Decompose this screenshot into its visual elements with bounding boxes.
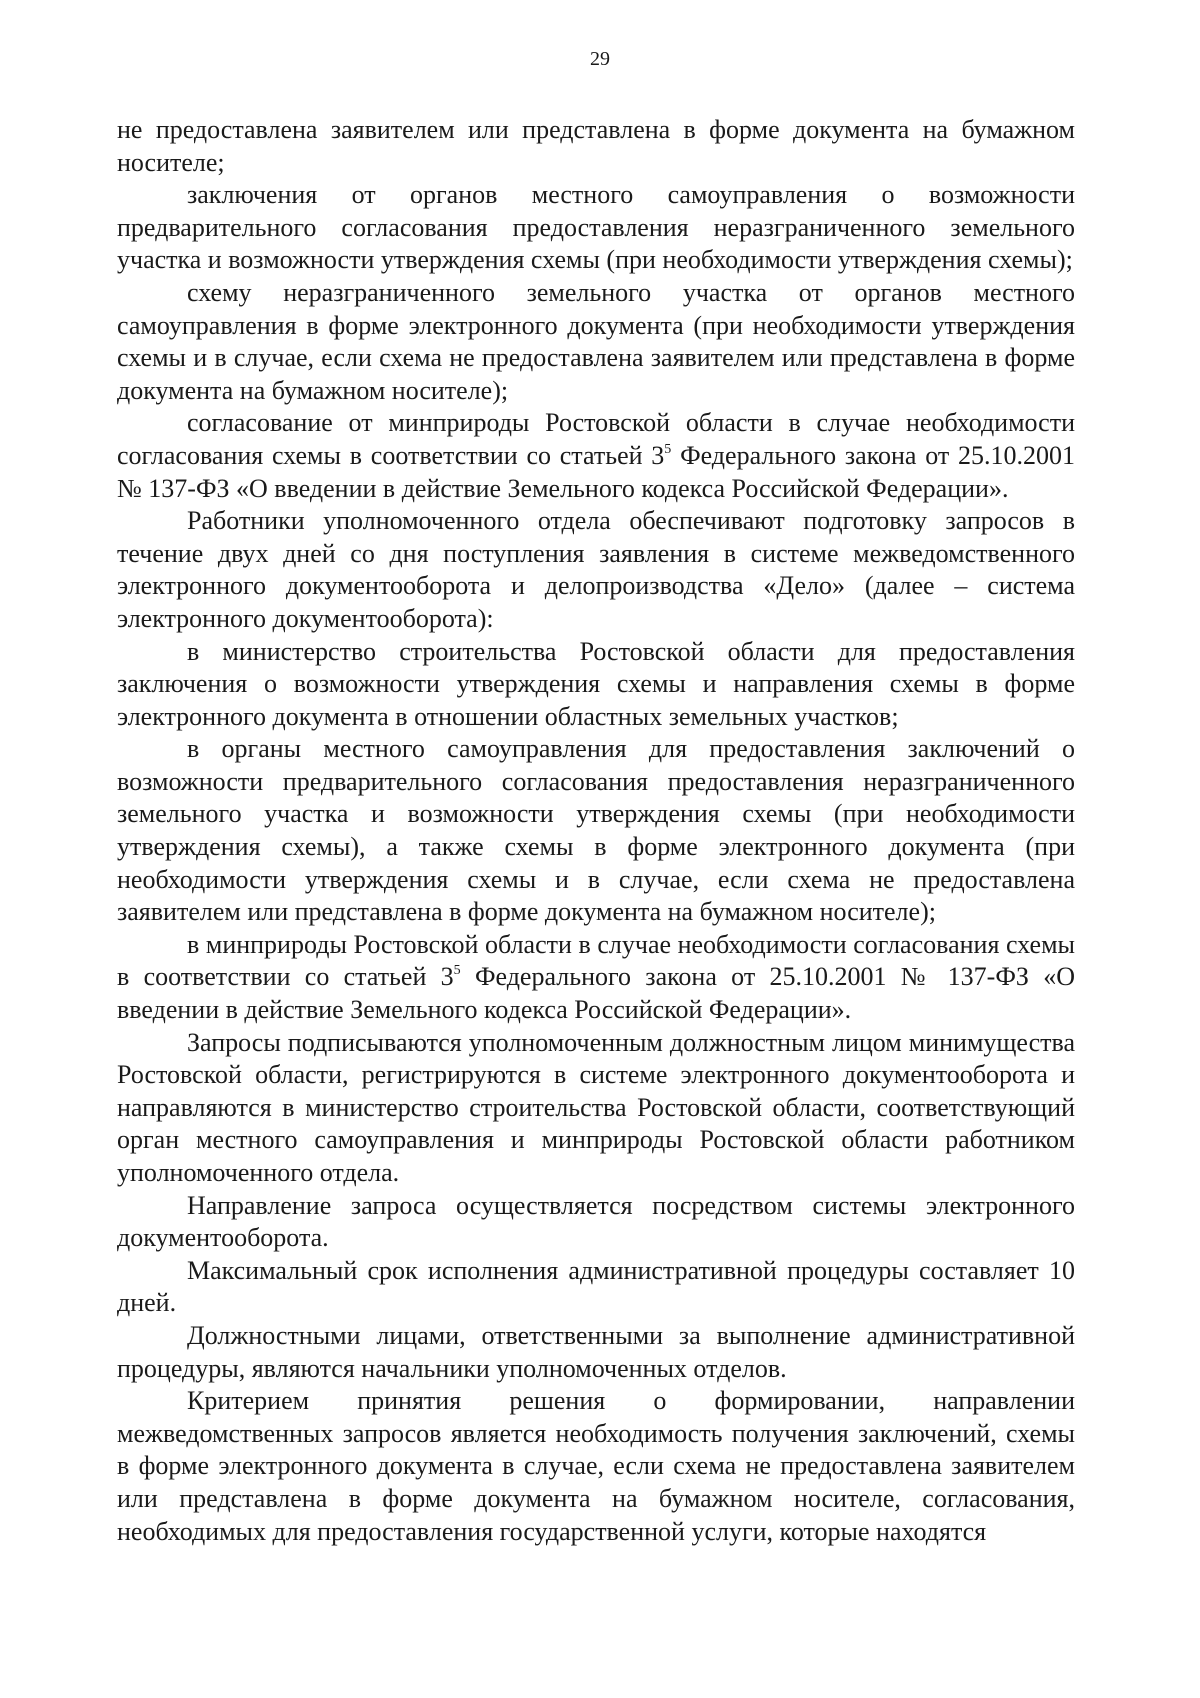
paragraph: Должностными лицами, ответственными за выполнение административной процедуры, являются начальники уполномоченных отделов.: [117, 1320, 1075, 1383]
paragraph: Запросы подписываются уполномоченным должностным лицом минимущества Ростовской области, регистрируются в системе электронного документооборота и направляются в министерство строительства Ростовской области, соответствующий орган местного самоуправления и минприроды Ростовской области работником уполномоченного отдела.: [117, 1027, 1075, 1187]
superscript: 5: [664, 441, 672, 457]
paragraph: [117, 929, 1075, 1027]
paragraph-text: Федерального закона от 25.10.2001 № 137-ФЗ «О введении в действие Земельного кодекса Российской Федерации».: [117, 440, 1075, 503]
paragraph: в органы местного самоуправления для предоставления заключений о возможности предварительного согласования предоставления неразграниченного земельного участка и возможности утверждения схемы (при необходимости утверждения схемы), а также схемы в форме электронного документа (при необходимости утверждения схемы и в случае, если схема не предоставлена заявителем или представлена в форме документа на бумажном носителе);: [117, 734, 1075, 927]
body-text: [117, 114, 1075, 1548]
paragraph: в министерство строительства Ростовской области для предоставления заключения о возможности утверждения схемы и направления схемы в форме электронного документа в отношении областных земельных участков;: [117, 636, 1075, 731]
paragraph-text: Федерального закона от 25.10.2001 № 137-ФЗ «О введении в действие Земельного кодекса Российской Федерации».: [117, 962, 1075, 1025]
paragraph: схему неразграниченного земельного участка от органов местного самоуправления в форме электронного документа (при необходимости утверждения схемы и в случае, если схема не предоставлена заявителем или представлена в форме документа на бумажном носителе);: [117, 277, 1075, 405]
paragraph: не предоставлена заявителем или представлена в форме документа на бумажном носителе;: [117, 115, 1075, 177]
paragraph-text: согласование от минприроды Ростовской области в случае необходимости согласования схемы в соответствии со статьей 3: [117, 408, 1075, 470]
paragraph: Критерием принятия решения о формировании, направлении межведомственных запросов является необходимость получения заключений, схемы в форме электронного документа в случае, если схема не предоставлена заявителем или представлена в форме документа на бумажном носителе, согласования, необходимых для предоставления государственной услуги, которые находятся: [117, 1386, 1075, 1546]
paragraph-text: в минприроды Ростовской области в случае необходимости согласования схемы в соответствии со статьей 3: [117, 929, 1075, 992]
paragraph: Работники уполномоченного отдела обеспечивают подготовку запросов в течение двух дней со дня поступления заявления в системе межведомственного электронного документооборота и делопроизводства «Дело» (далее – система электронного документооборота):: [117, 506, 1075, 633]
page-number: 29: [590, 48, 610, 70]
superscript: 5: [453, 963, 461, 979]
paragraph: Направление запроса осуществляется посредством системы электронного документооборота.: [117, 1190, 1075, 1253]
paragraph: заключения от органов местного самоуправления о возможности предварительного согласования предоставления неразграниченного земельного участка и возможности утверждения схемы (при необходимости утверждения схемы);: [117, 180, 1075, 275]
paragraph: [117, 407, 1075, 505]
paragraph: Максимальный срок исполнения административной процедуры составляет 10 дней.: [117, 1255, 1075, 1318]
